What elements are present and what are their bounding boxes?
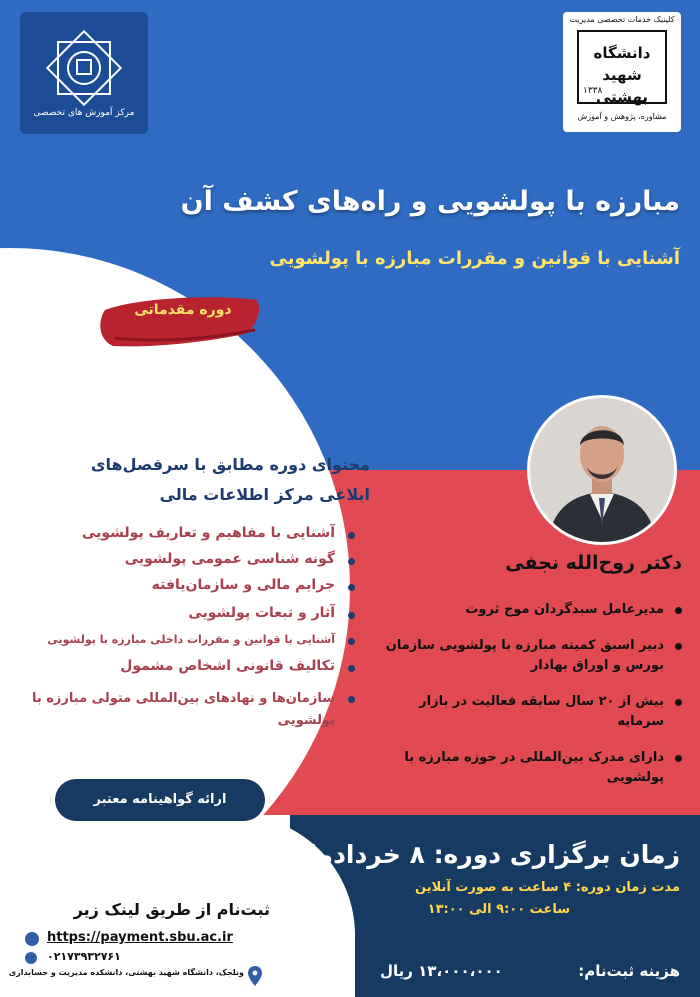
course-topics-list <box>15 525 355 732</box>
bullet-dot-icon <box>675 699 682 706</box>
speaker-photo <box>527 395 677 545</box>
topic-item: جرایم مالی و سازمان‌یافته <box>15 577 355 593</box>
training-center-logo <box>20 12 148 134</box>
speaker-name: دکتر روح‌الله نجفی <box>505 552 682 574</box>
course-subtitle: آشنایی با قوانین و مقررات مبارزه با پولشویی <box>269 248 680 269</box>
bullet-dot-icon <box>348 665 355 672</box>
schedule-duration: مدت زمان دوره: ۴ ساعت به صورت آنلاین <box>415 880 680 895</box>
logo-right-frame <box>577 30 667 104</box>
content-heading-line2: ابلاغی مرکز اطلاعات مالی <box>159 485 370 504</box>
bullet-dot-icon <box>348 612 355 619</box>
schedule-time: ساعت ۹:۰۰ الی ۱۳:۰۰ <box>427 902 570 917</box>
topic-item: آشنایی با قوانین و مقررات داخلی مبارزه با پولشویی <box>15 633 355 646</box>
registration-link-row <box>25 930 275 950</box>
bio-item: مدیرعامل سبدگردان موج ثروت <box>372 600 682 620</box>
location-pin-icon <box>248 966 262 986</box>
logo-right-top-text: کلینیک خدمات تخصصی مدیریت <box>569 15 675 24</box>
logo-right-year: ۱۳۳۸ <box>583 86 603 96</box>
logo-right-bottom-text: مشاوره، پژوهش و آموزش <box>577 112 667 121</box>
globe-icon <box>25 932 39 946</box>
phone-icon <box>25 952 37 964</box>
bullet-dot-icon <box>348 532 355 539</box>
course-title: مبارزه با پولشویی و راه‌های کشف آن <box>180 186 680 217</box>
certificate-button[interactable]: ارائه گواهینامه معتبر <box>55 779 265 821</box>
address-text: ونلجک، دانشگاه شهید بهشتی، دانشکده مدیریت و حسابداری <box>8 968 244 977</box>
topic-item: تکالیف قانونی اشخاص مشمول <box>15 658 355 674</box>
registration-link[interactable]: https://payment.sbu.ac.ir <box>47 930 233 945</box>
schedule-date: زمان برگزاری دوره: ۸ خردادماه <box>293 840 680 869</box>
topic-item: آشنایی با مفاهیم و تعاریف پولشویی <box>15 525 355 541</box>
address-row <box>8 966 268 990</box>
fee-label: هزینه ثبت‌نام: <box>578 962 680 980</box>
bullet-dot-icon <box>675 643 682 650</box>
bullet-dot-icon <box>348 584 355 591</box>
logo-right-main-text: دانشگاه شهید بهشتی <box>593 44 651 106</box>
bio-item: دارای مدرک بین‌المللی در حوزه مبارزه با پولشویی <box>372 748 682 788</box>
bio-item: بیش از ۲۰ سال سابقه فعالیت در بازار سرمایه <box>372 692 682 732</box>
content-heading <box>30 450 370 510</box>
bullet-dot-icon <box>348 558 355 565</box>
speaker-portrait <box>530 398 674 542</box>
bio-item: دبیر اسبق کمیته مبارزه با پولشویی سازمان بورس و اوراق بهادار <box>372 636 682 676</box>
topic-item: گونه شناسی عمومی پولشویی <box>15 551 355 567</box>
fee-value: ۱۳،۰۰۰،۰۰۰ ریال <box>380 962 503 980</box>
bullet-dot-icon <box>675 755 682 762</box>
topic-item: سازمان‌ها و نهادهای بین‌المللی متولی مبارزه با پولشویی <box>15 688 355 732</box>
university-clinic-logo <box>563 12 681 132</box>
bullet-dot-icon <box>348 696 355 703</box>
registration-heading: ثبت‌نام از طریق لینک زیر <box>73 900 270 919</box>
speaker-bio-list <box>372 600 682 788</box>
phone-number: ۰۲۱۷۳۹۳۲۷۶۱ <box>47 950 121 963</box>
content-heading-line1: محتوای دوره مطابق با سرفصل‌های <box>90 455 370 474</box>
brush-stroke-badge <box>95 290 265 350</box>
course-level-badge: دوره مقدماتی <box>134 302 232 318</box>
bullet-dot-icon <box>675 607 682 614</box>
topic-item: آثار و تبعات پولشویی <box>15 605 355 621</box>
logo-left-caption: مرکز آموزش های تخصصی <box>33 108 135 118</box>
bullet-dot-icon <box>348 638 355 645</box>
